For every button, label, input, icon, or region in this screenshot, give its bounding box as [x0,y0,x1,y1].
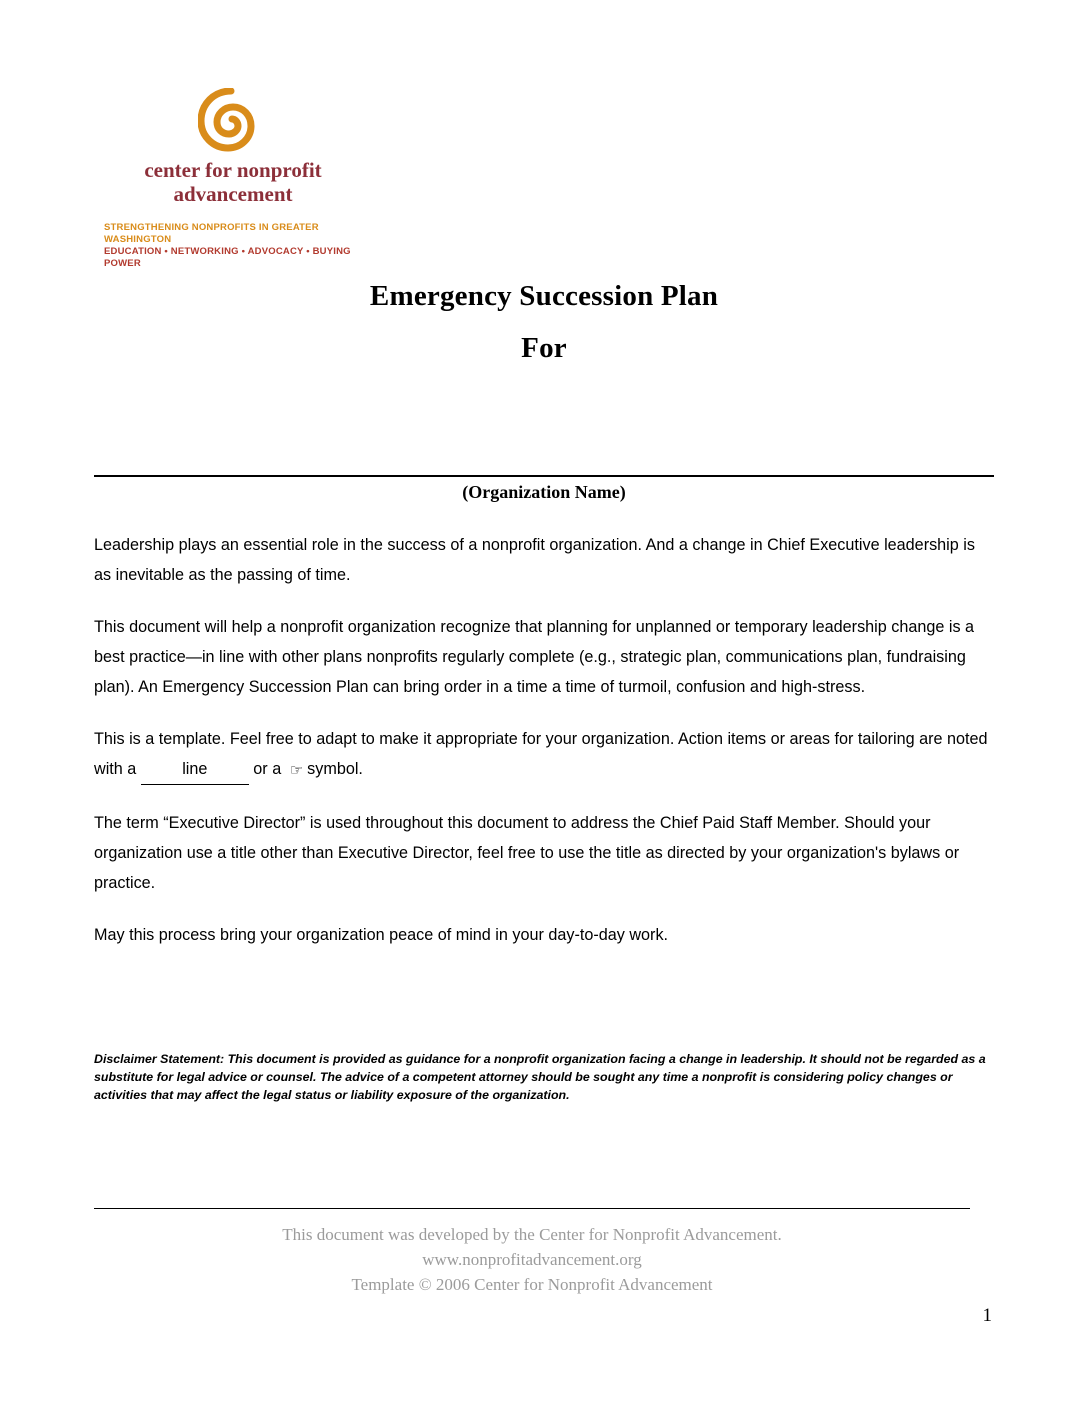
page-footer [94,1222,970,1297]
body-paragraph-3-part1: This is a template. Feel free to adapt to make it appropriate for your organization. Action items or areas for tailoring are noted with a [94,730,988,778]
footer-line-1: This document was developed by the Center for Nonprofit Advancement. [282,1225,782,1244]
body-paragraph-3-part3: symbol. [307,760,363,778]
disclaimer-label: Disclaimer Statement: [94,1052,225,1066]
spiral-logo-icon [198,88,264,154]
body-paragraph-2: This document will help a nonprofit organization recognize that planning for unplanned or temporary leadership change is a best practice—in line with other plans nonprofits regularly complete (e.g., strategic plan, communications plan, fundraising plan). An Emergency Succession Plan can bring order in a time a time of turmoil, confusion and high-stress. [94,618,975,696]
body-paragraph-1: Leadership plays an essential role in the success of a nonprofit organization. And a change in Chief Executive leadership is as inevitable as the passing of time. [94,536,975,584]
body-paragraph-3-part2: or a [253,760,282,778]
logo-wordmark [88,158,378,206]
disclaimer-statement [94,1050,994,1104]
body-paragraph-3 [94,724,996,786]
footer-website-link[interactable]: www.nonprofitadvancement.org [422,1250,642,1269]
logo-tagline-line2: EDUCATION • NETWORKING • ADVOCACY • BUYING POWER [104,246,351,269]
logo-wordmark-line2: advancement [173,182,293,206]
logo-wordmark-line1: center for nonprofit [144,158,322,182]
organization-name-rule [94,475,994,477]
footer-divider [94,1208,970,1209]
page-title-main: Emergency Succession Plan [369,280,719,312]
page-number: 1 [982,1305,992,1326]
body-paragraph-5: May this process bring your organization peace of mind in your day-to-day work. [94,926,669,944]
page-title [0,276,1088,368]
logo-tagline [104,222,376,270]
organization-name-caption: (Organization Name) [462,482,626,502]
disclaimer-text: This document is provided as guidance for a nonprofit organization facing a change in leadership. It should not be regarded as a substitute for legal advice or counsel. The advice of a competent attorney should be sought any time a nonprofit is considering policy changes or activities that may affect the legal status or liability exposure of the organization. [94,1052,986,1102]
body-copy [94,530,996,972]
organization-logo [96,88,386,270]
footer-copyright: Template © 2006 Center for Nonprofit Advancement [351,1275,713,1294]
logo-tagline-line1: STRENGTHENING NONPROFITS IN GREATER WASHINGTON [104,222,319,245]
page-title-for: For [521,332,567,364]
fill-in-blank-line: line [141,754,249,785]
body-paragraph-4: The term “Executive Director” is used throughout this document to address the Chief Paid Staff Member. Should your organization use a title other than Executive Director, feel free to use the title as directed by your organization's bylaws or practice. [94,814,960,892]
pointing-hand-icon: ☞ [289,762,304,779]
